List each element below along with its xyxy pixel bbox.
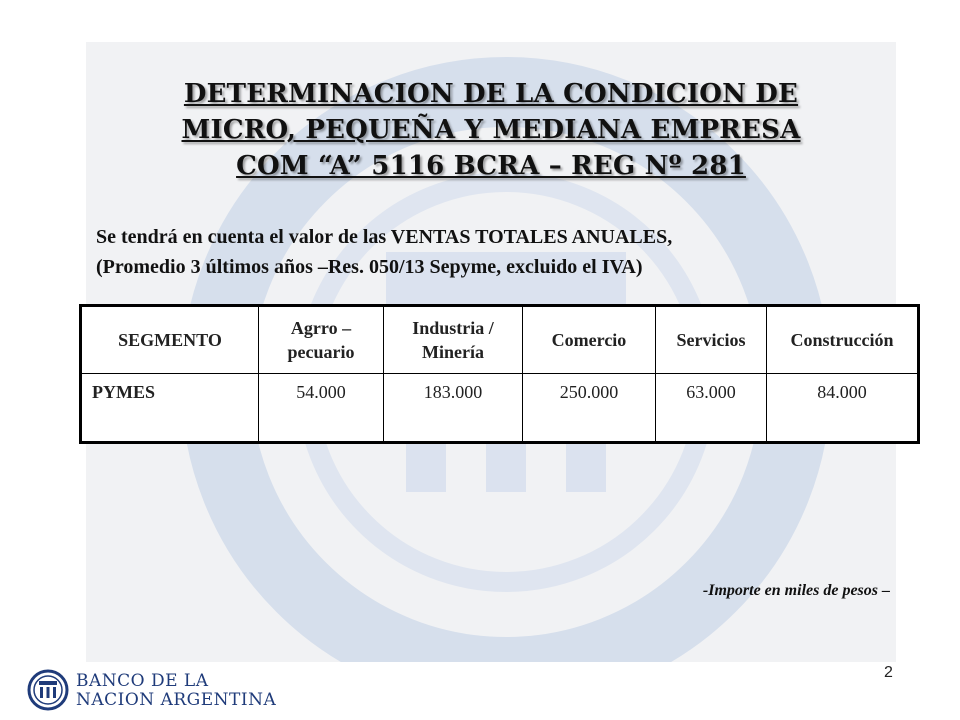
logo-line-1: BANCO DE LA (76, 671, 209, 691)
segments-table (79, 304, 920, 444)
title-line-1: DETERMINACION DE LA CONDICION DE (183, 79, 799, 109)
title-line-2: MICRO, PEQUEÑA Y MEDIANA EMPRESA (181, 115, 801, 145)
title-line-3: COM “A” 5116 BCRA – REG Nº 281 (236, 151, 746, 181)
logo-line-2: NACION ARGENTINA (76, 690, 277, 710)
cell-construccion: 84.000 (767, 374, 919, 443)
header-servicios: Servicios (656, 306, 767, 374)
intro-text (96, 222, 876, 282)
amount-note: -Importe en miles de pesos – (702, 582, 890, 599)
header-segmento: SEGMENTO (81, 306, 259, 374)
header-comercio: Comercio (523, 306, 656, 374)
intro-line-2: (Promedio 3 últimos años –Res. 050/13 Sepyme, excluido el IVA) (96, 256, 643, 278)
cell-comercio: 250.000 (523, 374, 656, 443)
cell-segment: PYMES (81, 374, 259, 443)
header-construccion: Construcción (767, 306, 919, 374)
header-industria: Industria / Minería (384, 306, 523, 374)
bank-building-icon (26, 668, 70, 712)
page-number: 2 (884, 664, 893, 681)
header-agropecuario: Agrro – pecuario (259, 306, 384, 374)
page-title (86, 76, 896, 184)
bank-logo (26, 666, 286, 716)
logo-text (76, 672, 276, 710)
cell-industria: 183.000 (384, 374, 523, 443)
cell-servicios: 63.000 (656, 374, 767, 443)
cell-agropecuario: 54.000 (259, 374, 384, 443)
intro-line-1: Se tendrá en cuenta el valor de las VENTAS TOTALES ANUALES, (96, 226, 673, 248)
table-header-row (81, 306, 919, 374)
table-row (81, 374, 919, 443)
